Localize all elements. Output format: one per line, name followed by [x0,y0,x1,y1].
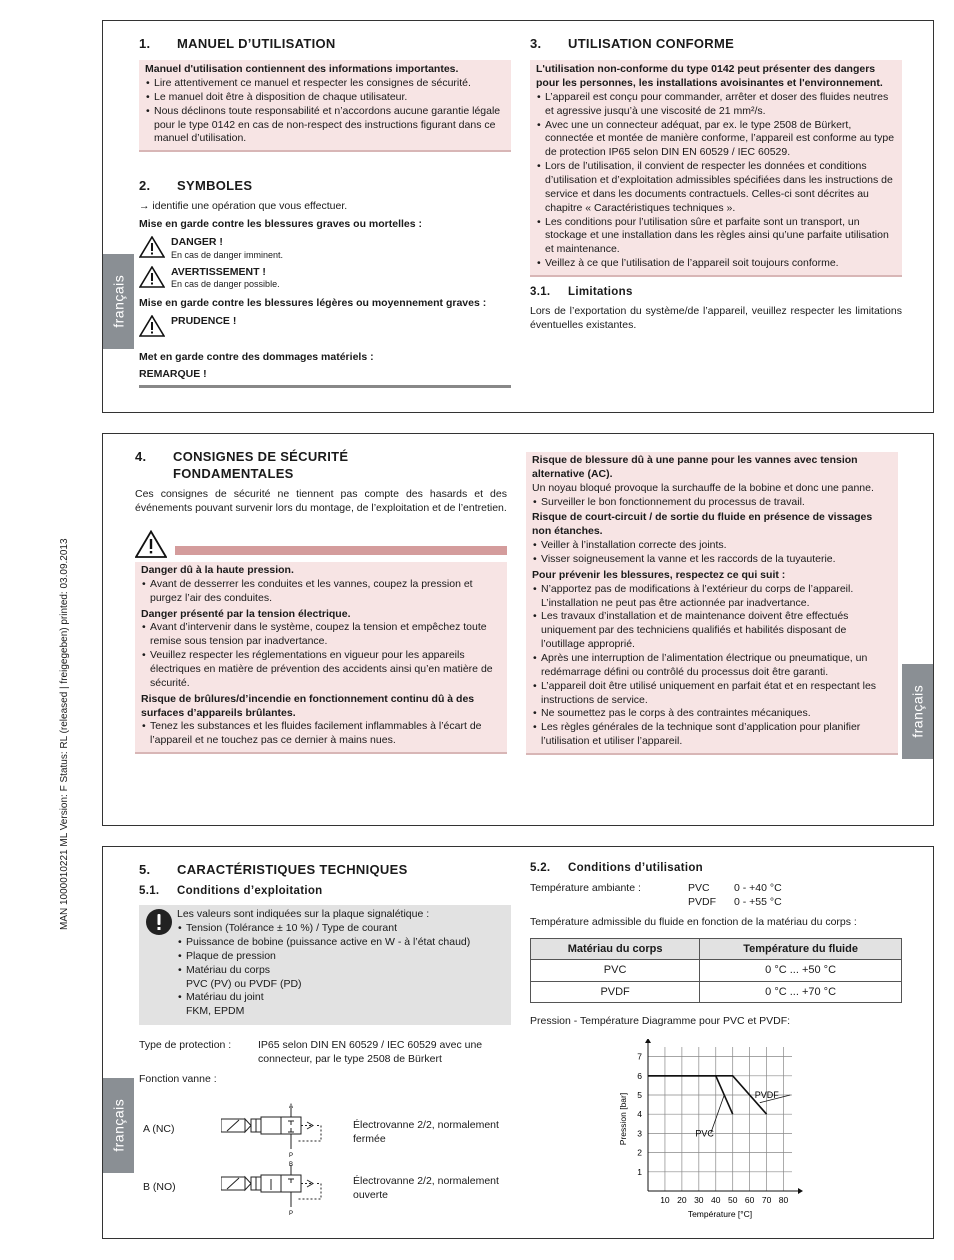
prevention-list [532,583,892,749]
x-tick-label: 40 [711,1195,721,1205]
valve-b-description: Électrovanne 2/2, normalement ouverte [353,1175,499,1201]
list-item: • Avant d’intervenir dans le système, coupez la tension et empêchez toute remise sous tension par inadvertance. [141,621,501,649]
safety-warning-header [135,530,507,562]
protection-value: IP65 selon DIN EN 60529 / IEC 60529 avec une connecteur, par le type 2508 de Bürkert [258,1039,483,1066]
y-tick-label: 6 [637,1070,642,1081]
danger-label: DANGER ! [171,235,223,248]
pressure-danger-heading: Danger dû à la haute pression. [141,564,294,577]
avertissement-row [139,266,511,292]
list-item: • Plaque de pression [177,950,470,964]
x-tick-label: 30 [694,1195,704,1205]
list-item: • Les travaux d’installation et de maintenance doivent être effectués uniquement par des techniciens qualifiés et habilités disposant de l’outillage approprié. [532,610,892,652]
warning-triangle-icon [139,236,165,258]
y-tick-label: 4 [637,1109,642,1120]
x-tick-label: 20 [677,1195,687,1205]
y-tick-label: 2 [637,1147,642,1158]
manual-info-list [145,77,505,146]
pressure-temperature-chart [614,1039,814,1221]
section-5-1-title: 5.1. Conditions d’exploitation [139,885,323,898]
manual-info-box [139,60,511,152]
usage-intro: L'utilisation non-conforme du type 0142 peut présenter des dangers pour les personnes, les installations avoisinantes et l'environnement. [536,63,883,90]
danger-text: En cas de danger imminent. [171,249,284,260]
list-item: • Nous déclinons toute responsabilité et n’accordons aucune garantie légale pour le type 0142 en cas de non-respect des instructions figurant dans ce manuel d’utilisation. [145,105,505,147]
section-2-title: 2. SYMBOLES [139,178,253,193]
list-item: • L’appareil doit être utilisé uniquement en parfait état et en respectant les instructions de service. [532,680,892,708]
list-item: • Veiller à l’installation correcte des joints. [532,539,892,553]
list-item: • Le manuel doit être à disposition de chaque utilisateur. [145,91,505,105]
x-tick-label: 70 [761,1195,772,1205]
diagram-caption: Pression - Température Diagramme pour PVC et PVDF: [530,1015,791,1028]
x-tick-label: 60 [744,1195,755,1205]
table-header-row: Matériau du corps Température du fluide [531,938,902,960]
language-tab[interactable]: français [103,1078,134,1173]
section-4-right [526,452,898,755]
valve-a-description: Électrovanne 2/2, normalement fermée [353,1119,499,1145]
panel-section-5 [102,846,934,1239]
list-item: • Tension (Tolérance ± 10 %) / Type de courant [177,922,470,936]
ac-risk-list [532,496,892,510]
section-4-title: 4. CONSIGNES DE SÉCURITÉ FONDAMENTALES [135,449,349,482]
panel-sections-1-3 [102,20,934,413]
list-item: • Matériau du corps PVC (PV) ou PVDF (PD) [177,964,470,992]
usage-list [536,91,896,271]
prudence-label: PRUDENCE ! [171,315,237,328]
y-tick-label: 3 [637,1128,642,1139]
warning-triangle-icon [135,530,167,558]
list-item: • Veuillez respecter les réglementations en vigueur pour les appareils électriques en matière de prévention des accidents ainsi qu’en matière de sécurité. [141,649,501,691]
list-item: • Ne soumettez pas le corps à des contraintes mécaniques. [532,707,892,721]
section-5-2-title: 5.2. Conditions d’utilisation [530,862,703,874]
list-item: • L’appareil est conçu pour commander, arrêter et doser des fluides neutres et agressive jusqu’à une viscosité de 21 mm²/s. [536,91,896,119]
avertissement-label: AVERTISSEMENT ! [171,265,266,278]
prevention-heading: Pour prévenir les blessures, respectez ce qui suit : [532,568,786,581]
remarque-rule [139,385,511,388]
table-row: PVDF 0 °C ... +70 °C [531,981,902,1003]
fluid-temp-heading: Température admissible du fluide en fonction de la matériau du corps : [530,915,857,928]
section-5-left [139,861,511,1217]
section-5-right [530,861,910,1219]
pressure-danger-list [141,578,501,606]
table-row: PVC 0 °C ... +50 °C [531,960,902,982]
section-3 [530,35,902,333]
nameplate-note [139,905,511,1025]
y-tick-label: 7 [637,1051,642,1062]
valve-a-label: A (NC) [143,1123,175,1135]
list-item: • Tenez les substances et les fluides facilement inflammables à l’écart de l’appareil et ne touchez pas ce dernier à mains nues. [141,720,501,748]
protection-row [139,1039,511,1067]
section-5-title: 5. CARACTÉRISTIQUES TECHNIQUES [139,862,408,877]
arrow-instruction: → identifie une opération que vous effectuer. [139,200,348,213]
list-item: • Visser soigneusement la vanne et les raccords de la tuyauterie. [532,553,892,567]
section-4-left [135,448,507,754]
material-heading: Met en garde contre des dommages matériels : [139,351,374,364]
list-item: • Matériau du joint FKM, EPDM [177,991,470,1019]
manual-info-intro: Manuel d'utilisation contiennent des informations importantes. [145,63,459,76]
x-tick-label: 50 [727,1195,738,1205]
ac-risk-heading: Risque de blessure dû à une panne pour les vannes avec tension alternative (AC). [532,454,858,480]
valve-nc-symbol [221,1101,325,1159]
usage-box [530,60,902,277]
valve-no-symbol [221,1159,325,1217]
section-1 [139,35,511,152]
section-2 [139,177,511,388]
safety-danger-box [135,562,507,754]
language-tab[interactable]: français [103,254,134,349]
list-item: • Avec une un connecteur adéquat, par ex. le type 2508 de Bürkert, connectée et montée de manière conforme, l’appareil est conforme au type de protection IP65 selon DIN EN 60529 / IEC 60529. [536,119,896,161]
list-item: • Les conditions pour l’utilisation sûre et parfaite sont un transport, un stockage et une installation dans les règles ainsi qu’une parfaite utilisation et maintenance. [536,216,896,258]
series-label-pvc: PVC [695,1128,714,1139]
section-3-1-title: 3.1. Limitations [530,286,633,299]
warning-triangle-icon [139,266,165,288]
list-item: • Lors de l’utilisation, il convient de respecter les données et conditions d’utilisation et d’exploitation admissibles spécifiées dans les instructions de service et dans les documents contractuels. Celles-ci sont décrites au chapitre « Caractéristiques techniques ». [536,160,896,215]
light-heading: Mise en garde contre les blessures légères ou moyennement graves : [139,297,487,310]
section-1-title: 1. MANUEL D’UTILISATION [139,36,336,51]
y-tick-label: 1 [637,1166,642,1177]
list-item: • Surveiller le bon fonctionnement du processus de travail. [532,496,892,510]
exclamation-icon [145,908,173,936]
svg-text:A: A [289,1104,294,1110]
svg-text:P: P [289,1211,294,1217]
electric-danger-list [141,621,501,690]
electric-danger-heading: Danger présenté par la tension électrique. [141,607,351,620]
valve-function-label: Fonction vanne : [139,1072,217,1085]
y-axis-label: Pression [bar] [618,1092,628,1146]
prudence-row [139,315,511,337]
list-item: • Lire attentivement ce manuel et respecter les consignes de sécurité. [145,77,505,91]
short-circuit-list [532,539,892,567]
valve-b-label: B (NO) [143,1181,176,1193]
x-tick-label: 80 [778,1195,789,1205]
x-axis-label: Température [°C] [687,1209,753,1219]
nameplate-intro: Les valeurs sont indiquées sur la plaque signalétique : [177,908,430,921]
y-tick-label: 5 [637,1090,642,1100]
burn-danger-heading: Risque de brûlures/d’incendie en fonctionnement continu dû à des surfaces d’appareils brûlantes. [141,692,475,719]
short-circuit-heading: Risque de court-circuit / de sortie du fluide en présence de vissages non étanches. [532,511,873,538]
list-item: • Après une interruption de l’alimentation électrique ou pneumatique, un redémarrage défini ou contrôlé du processus doit être garanti. [532,652,892,680]
list-item: • Puissance de bobine (puissance active en W - à l’état chaud) [177,936,470,950]
section-3-title: 3. UTILISATION CONFORME [530,36,735,51]
remarque-label: REMARQUE ! [139,368,207,381]
safety-intro: Ces consignes de sécurité ne tiennent pas compte des hasards et des événements pouvant survenir lors du montage, de l’exploitation et de l’entretien. [135,488,507,515]
list-item: • Avant de desserrer les conduites et les vannes, coupez la pression et purgez l’air des conduites. [141,578,501,606]
x-axis-arrow [798,1188,803,1194]
document-status-label: MAN 1000010221 ML Version: F Status: RL (released | freigegeben) printed: 03.09.2013 [59,538,70,930]
fluid-temp-table [530,938,902,1004]
avertissement-text: En cas de danger possible. [171,279,280,290]
burn-danger-list [141,720,501,748]
y-axis-arrow [645,1039,651,1043]
grave-heading: Mise en garde contre les blessures graves ou mortelles : [139,218,423,231]
ambient-temp-label: Température ambiante : [530,882,641,895]
series-label-pvdf: PVDF [754,1090,779,1100]
language-tab[interactable]: français [902,664,933,759]
limitations-text: Lors de l’exportation du système/de l’appareil, veuillez respecter les limitations éventuelles existantes. [530,305,902,332]
ambient-temp-row: PVC 0 - +40 °C [688,882,782,895]
svg-text:B: B [289,1162,294,1168]
danger-row [139,236,511,262]
ambient-temperature [530,882,910,910]
nameplate-list [177,922,470,1019]
list-item: • Les règles générales de la technique sont d’application pour planifier l’utilisation et utiliser l’appareil. [532,721,892,749]
svg-text:P: P [289,1153,294,1159]
ambient-temp-row: PVDF 0 - +55 °C [688,896,782,909]
list-item: • N’apportez pas de modifications à l’extérieur du corps de l’appareil. L’installation ne peut pas être actionnée par inadvertance. [532,583,892,611]
warning-triangle-icon [139,315,165,337]
panel-section-4 [102,433,934,826]
protection-label: Type de protection : [139,1039,232,1052]
ac-risk-text: Un noyau bloqué provoque la surchauffe de la bobine et donc une panne. [532,481,874,494]
x-tick-label: 10 [660,1195,670,1205]
list-item: • Veillez à ce que l’utilisation de l’appareil soit toujours conforme. [536,257,896,271]
